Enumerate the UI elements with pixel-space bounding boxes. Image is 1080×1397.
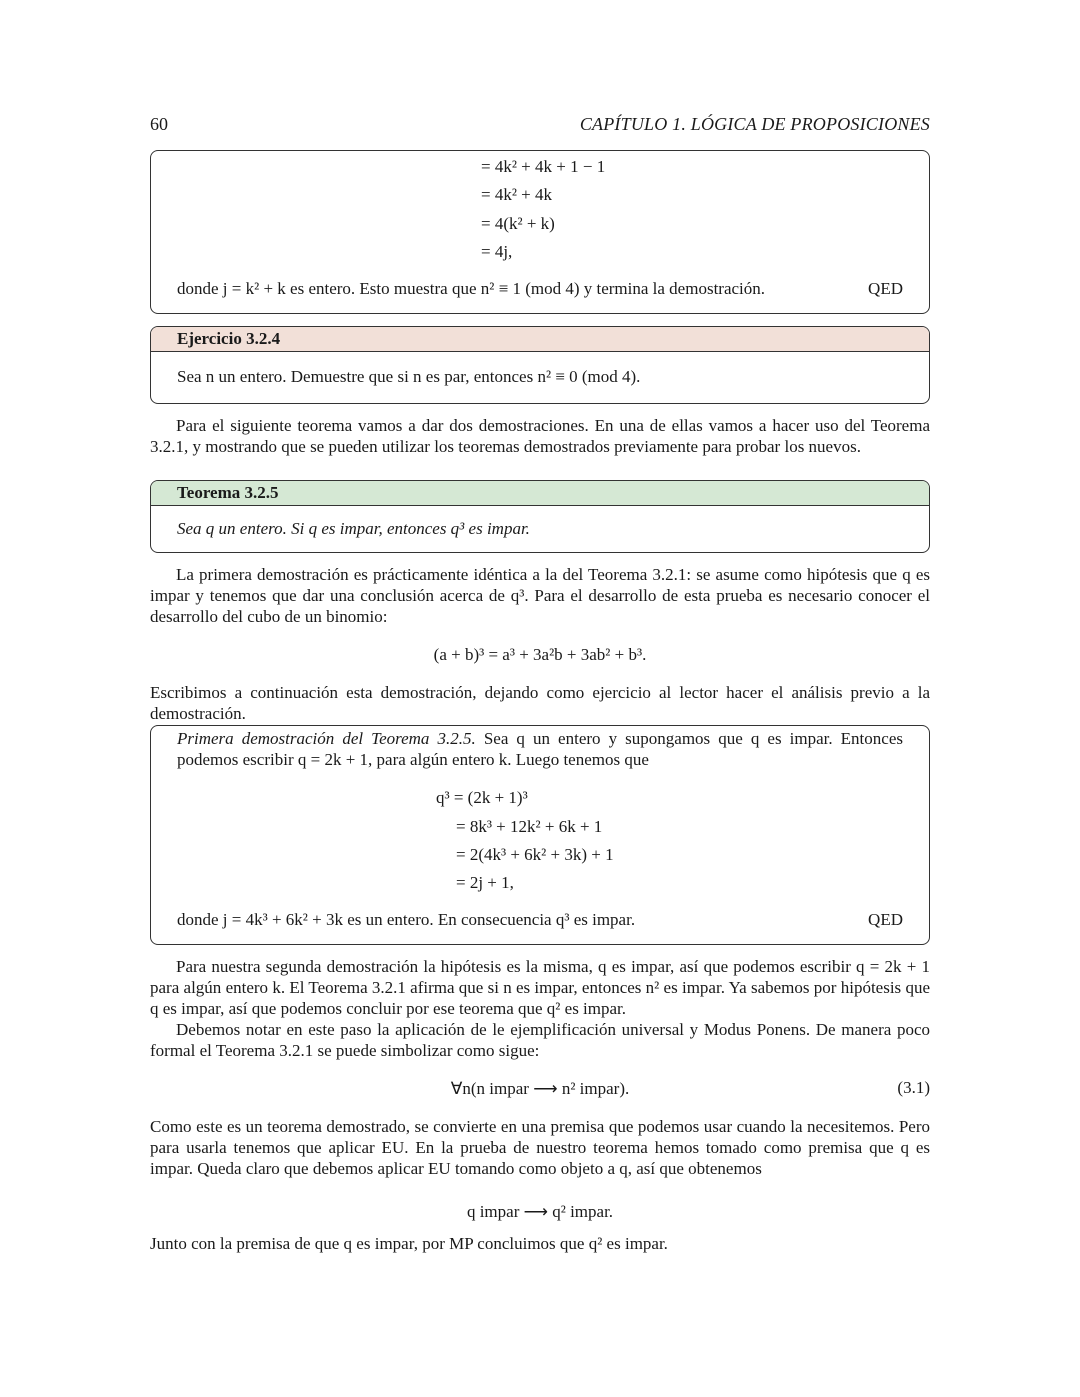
math-line: = 4(k² + k) bbox=[481, 214, 555, 233]
math-line: = 4j, bbox=[481, 242, 513, 261]
proof-conclusion: donde j = k² + k es entero. Esto muestra que n² ≡ 1 (mod 4) y termina la demostración. bbox=[177, 279, 766, 298]
exercise-title: Ejercicio 3.2.4 bbox=[151, 327, 929, 352]
math-line: = 4k² + 4k + 1 − 1 bbox=[481, 157, 606, 176]
paragraph: Para nuestra segunda demostración la hipótesis es la misma, q es impar, así que podemos escribir q = 2k + 1 para algún entero k. El Teorema 3.2.1 afirma que si n es impar, entonces n² es impar. Ya sabemos por hipótesis que q es impar, así que podemos concluir por ese teorema que q² es impar. bbox=[150, 957, 930, 1018]
exercise-text: Sea n un entero. Demuestre que si n es par, entonces n² ≡ 0 (mod 4). bbox=[177, 367, 641, 386]
proof-conclusion: donde j = 4k³ + 6k² + 3k es un entero. En consecuencia q³ es impar. bbox=[177, 910, 636, 929]
implication-formula: q impar ⟶ q² impar. bbox=[466, 1202, 614, 1221]
theorem-box bbox=[150, 480, 930, 553]
page-number: 60 bbox=[150, 114, 168, 134]
paragraph: Como este es un teorema demostrado, se convierte en una premisa que podemos usar cuando la necesitemos. Pero para usarla tenemos que aplicar EU. En la prueba de nuestro teorema hemos tomado como premisa que q es impar. Queda claro que debemos aplicar EU tomando como objeto a q, así que obtenemos bbox=[150, 1117, 930, 1178]
theorem-text: Sea q un entero. Si q es impar, entonces q³ es impar. bbox=[177, 519, 530, 538]
equation-3-1: ∀n(n impar ⟶ n² impar). bbox=[450, 1079, 630, 1098]
equation-label: (3.1) bbox=[897, 1078, 930, 1097]
math-line: = 8k³ + 12k² + 6k + 1 bbox=[456, 817, 603, 836]
theorem-title: Teorema 3.2.5 bbox=[151, 481, 929, 506]
paragraph: Para el siguiente teorema vamos a dar dos demostraciones. En una de ellas vamos a hacer uso del Teorema 3.2.1, y mostrando que se pueden utilizar los teoremas demostrados previamente para probar los nuevos. bbox=[150, 416, 930, 456]
qed-mark: QED bbox=[868, 910, 903, 929]
math-line: q³ = (2k + 1)³ bbox=[436, 788, 528, 807]
chapter-title: CAPÍTULO 1. LÓGICA DE PROPOSICIONES bbox=[579, 114, 930, 134]
exercise-box bbox=[150, 326, 930, 404]
proof-title: Primera demostración del Teorema 3.2.5. bbox=[177, 729, 476, 748]
proof-intro-text: Sea q un entero y supongamos que q es impar. Entonces podemos escribir q = 2k + 1, para algún entero k. Luego tenemos que bbox=[177, 729, 903, 769]
proof-continuation-box bbox=[150, 150, 930, 314]
math-line: = 2j + 1, bbox=[456, 873, 514, 892]
first-proof-box bbox=[150, 725, 930, 945]
qed-mark: QED bbox=[868, 279, 903, 298]
binomial-formula: (a + b)³ = a³ + 3a²b + 3ab² + b³. bbox=[433, 645, 647, 664]
paragraph: Escribimos a continuación esta demostración, dejando como ejercicio al lector hacer el análisis previo a la demostración. bbox=[150, 683, 930, 723]
page-header bbox=[150, 114, 930, 135]
proof-intro bbox=[177, 728, 903, 770]
paragraph: Junto con la premisa de que q es impar, por MP concluimos que q² es impar. bbox=[150, 1234, 668, 1253]
math-line: = 2(4k³ + 6k² + 3k) + 1 bbox=[456, 845, 614, 864]
paragraph: Debemos notar en este paso la aplicación de le ejemplificación universal y Modus Ponens. De manera poco formal el Teorema 3.2.1 se puede simbolizar como sigue: bbox=[150, 1020, 930, 1060]
math-line: = 4k² + 4k bbox=[481, 185, 553, 204]
paragraph: La primera demostración es prácticamente idéntica a la del Teorema 3.2.1: se asume como hipótesis que q es impar y tenemos que dar una conclusión acerca de q³. Para el desarrollo de esta prueba es necesario conocer el desarrollo del cubo de un binomio: bbox=[150, 565, 930, 626]
